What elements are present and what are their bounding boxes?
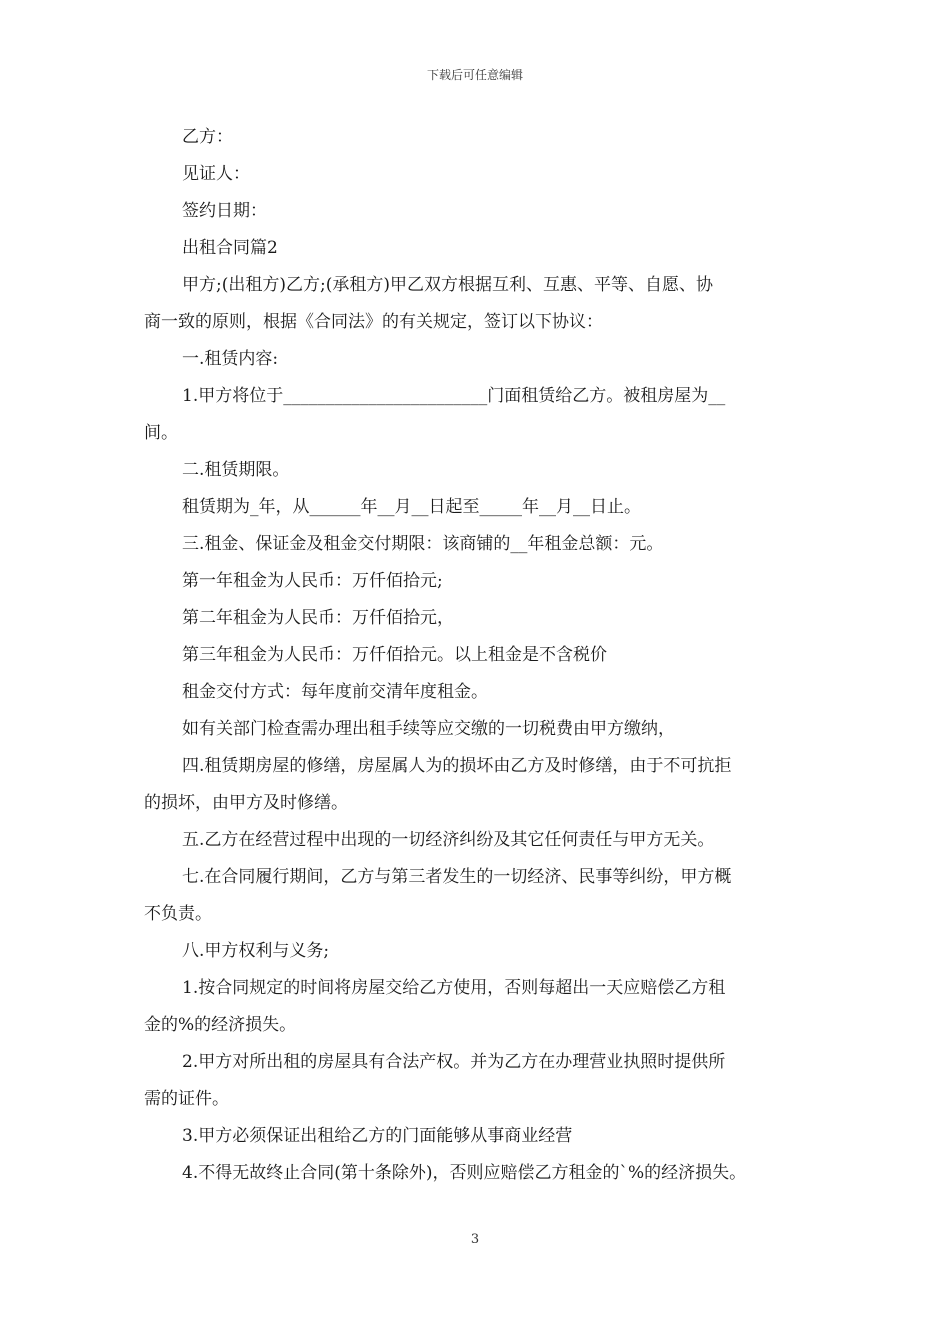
text-line: 3.甲方必须保证出租给乙方的门面能够从事商业经营 [182, 1126, 573, 1146]
text-line: 签约日期： [182, 201, 267, 221]
text-line: 见证人： [182, 164, 250, 184]
text-line: 如有关部门检查需办理出租手续等应交缴的一切税费由甲方缴纳， [182, 719, 675, 739]
clause-heading: 二.租赁期限。 [182, 460, 290, 480]
page-number: 3 [470, 1232, 480, 1247]
text-line: 第三年租金为人民币：万仟佰拾元。以上租金是不含税价 [182, 645, 607, 665]
text-line: 甲方;(出租方)乙方;(承租方)甲乙双方根据互利、互惠、平等、自愿、协 [182, 275, 713, 295]
text-line: 2.甲方对所出租的房屋具有合法产权。并为乙方在办理营业执照时提供所 [182, 1052, 726, 1072]
text-line: 需的证件。 [144, 1089, 229, 1109]
text-line: 乙方： [182, 127, 233, 147]
text-line: 金的%的经济损失。 [144, 1015, 297, 1035]
text-line: 商一致的原则，根据《合同法》的有关规定，签订以下协议： [144, 312, 603, 332]
text-line: 间。 [144, 423, 178, 443]
clause-heading: 七.在合同履行期间，乙方与第三者发生的一切经济、民事等纠纷，甲方概 [182, 867, 732, 887]
text-line: 第一年租金为人民币：万仟佰拾元; [182, 571, 443, 591]
text-line: 1.甲方将位于________________________门面租赁给乙方。被租房屋为__ [182, 386, 726, 406]
clause-heading: 一.租赁内容: [182, 349, 279, 369]
text-line: 1.按合同规定的时间将房屋交给乙方使用，否则每超出一天应赔偿乙方租 [182, 978, 726, 998]
text-line: 不负责。 [144, 904, 212, 924]
document-body [144, 119, 824, 1192]
text-line: 租金交付方式：每年度前交清年度租金。 [182, 682, 488, 702]
clause-heading: 五.乙方在经营过程中出现的一切经济纠纷及其它任何责任与甲方无关。 [182, 830, 715, 850]
text-line: 租赁期为_年，从______年__月__日起至_____年__月__日止。 [182, 497, 641, 517]
text-line: 第二年租金为人民币：万仟佰拾元， [182, 608, 454, 628]
clause-heading: 四.租赁期房屋的修缮，房屋属人为的损坏由乙方及时修缮，由于不可抗拒 [182, 756, 732, 776]
text-line: 的损坏，由甲方及时修缮。 [144, 793, 348, 813]
clause-heading: 八.甲方权利与义务; [182, 941, 330, 961]
text-line: 4.不得无故终止合同(第十条除外)，否则应赔偿乙方租金的`%的经济损失。 [182, 1163, 747, 1183]
section-title: 出租合同篇2 [182, 238, 278, 258]
page-header: 下载后可任意编辑 [426, 68, 523, 82]
clause-heading: 三.租金、保证金及租金交付期限：该商铺的__年租金总额：元。 [182, 534, 664, 554]
